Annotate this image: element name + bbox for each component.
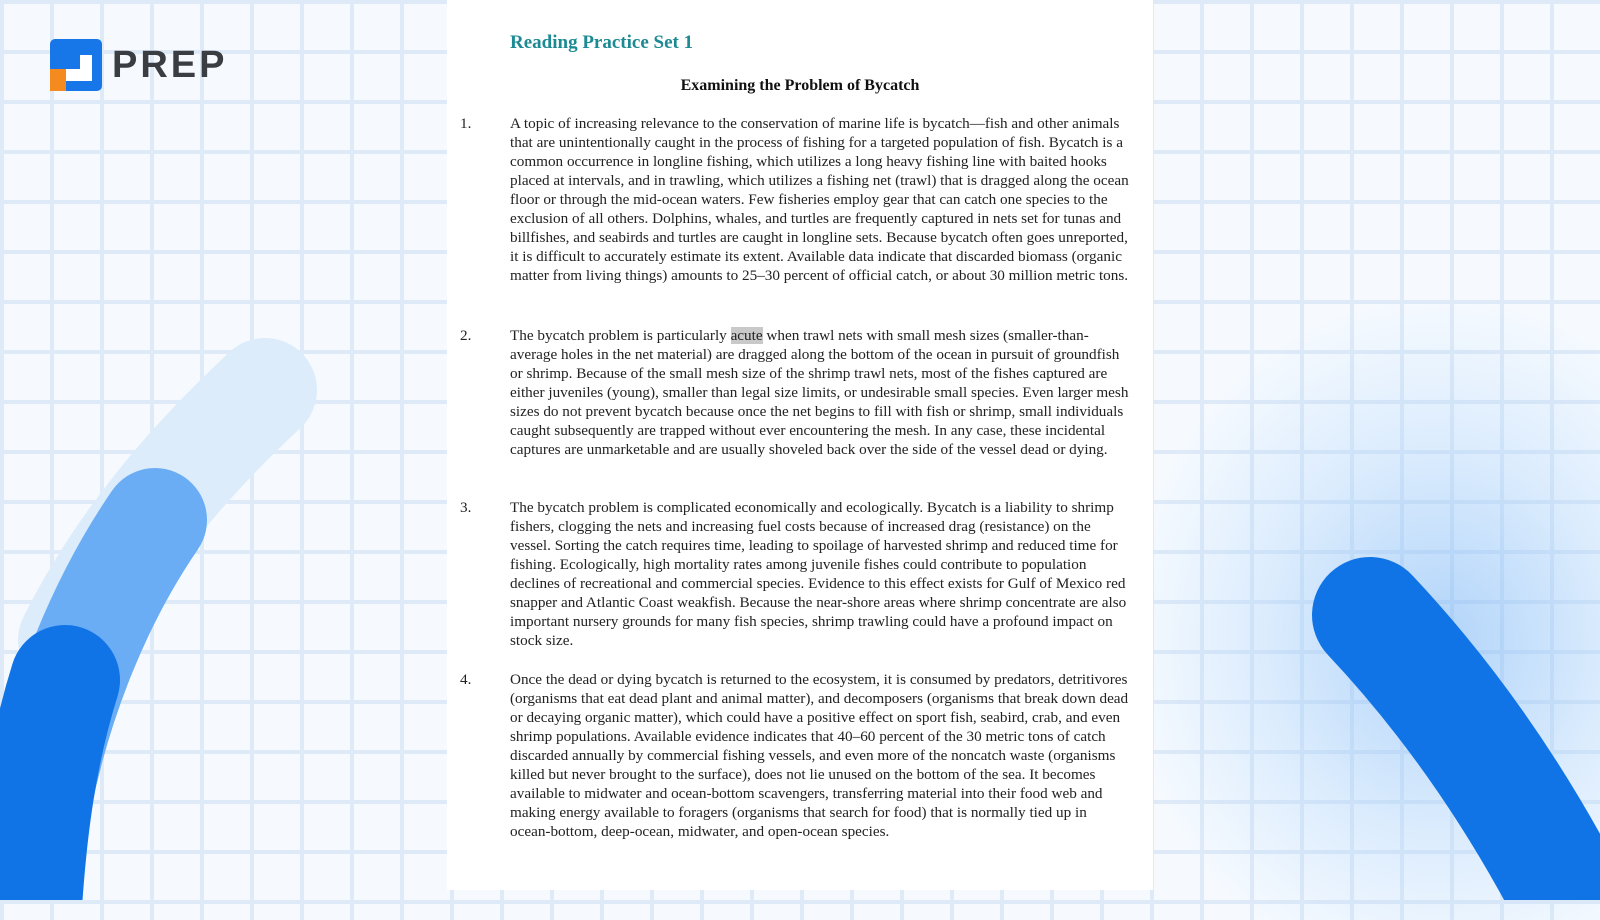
- paragraph-2: [460, 326, 1130, 459]
- paragraph-text: The bycatch problem is complicated economically and ecologically. Bycatch is a liability to shrimp fishers, clogging the nets and increasing fuel costs because of increased drag (resistance) on the vessel. Sorting the catch requires time, leading to spoilage of harvested shrimp and reduced time for fishing. Ecologically, high mortality rates among juvenile fishes could contribute to population declines of recreational and commercial species. Evidence to this effect exists for Gulf of Mexico red snapper and Atlantic Coast weakfish. Because the near-shore areas where shrimp concentrate are also important nursery grounds for many fish species, shrimp trawling could have a profound impact on stock size.: [510, 499, 1127, 649]
- right-blue-swoosh: [1370, 615, 1580, 900]
- paragraph-1: [460, 114, 1130, 285]
- paragraph-text: [510, 326, 1130, 459]
- paragraph-number: 1.: [460, 115, 472, 132]
- dark-blue-swoosh: [25, 680, 65, 900]
- brand-name: PREP: [112, 44, 228, 86]
- paragraph-number: 3.: [460, 499, 472, 516]
- paragraph-text: A topic of increasing relevance to the conservation of marine life is bycatch—fish and other animals that are unintentionally caught in the process of fishing for a targeted population of fish. Bycatch is a common occurrence in longline fishing, which utilizes a long heavy fishing line with baited hooks placed at intervals, and in trawling, which utilizes a fishing net (trawl) that is dragged along the ocean floor or through the mid-ocean waters. Few fisheries employ gear that can catch one species to the exclusion of all others. Dolphins, whales, and turtles are frequently captured in nets set for tunas and billfishes, and seabirds and turtles are caught in longline sets. Because bycatch often goes unreported, it is difficult to accurately estimate its extent. Available data indicate that discarded biomass (organic matter from living things) amounts to 25–30 percent of official catch, or about 30 million metric tons.: [510, 115, 1129, 284]
- prep-logo-icon: [50, 39, 102, 91]
- text-before-highlight: The bycatch problem is particularly: [510, 327, 731, 344]
- paragraph-number: 4.: [460, 671, 472, 688]
- text-after-highlight: when trawl nets with small mesh sizes (smaller-than-average holes in the net material) are dragged along the bottom of the ocean in pursuit of groundfish or shrimp. Because of the small mesh size of the shrimp trawl nets, most of the fishes captured are either juveniles (young), smaller than legal size limits, or undesirable small species. Even larger mesh sizes do not prevent bycatch because once the net begins to fill with fish or shrimp, small individuals caught subsequently are trapped without ever encountering the mesh. In any case, these incidental captures are unmarketable and are usually shoveled back over the side of the vessel dead or dying.: [510, 327, 1129, 458]
- paragraph-3: [460, 498, 1130, 650]
- document-page: [447, 0, 1153, 890]
- paragraph-text: Once the dead or dying bycatch is returned to the ecosystem, it is consumed by predators, detritivores (organisms that eat dead plant and animal matter), and decomposers (organisms that break down dead or decaying organic matter), which could have a positive effect on sport fish, seabird, crab, and even shrimp populations. Available evidence indicates that 40–60 percent of the 30 metric tons of catch discarded annually by commercial fishing vessels, and even more of the noncatch waste (organisms killed but never brought to the surface), does not lie unused on the bottom of the sea. It becomes available to midwater and ocean-bottom scavengers, transferring material into their food web and making energy available to foragers (organisms that search for food) that is normally tied up in ocean-bottom, deep-ocean, midwater, and open-ocean species.: [510, 671, 1129, 840]
- document-title: Examining the Problem of Bycatch: [680, 77, 920, 94]
- set-title: Reading Practice Set 1: [510, 32, 694, 53]
- paragraph-4: [460, 670, 1130, 841]
- paragraph-number: 2.: [460, 327, 472, 344]
- brand-logo: [50, 39, 227, 91]
- highlighted-word[interactable]: acute: [730, 327, 763, 344]
